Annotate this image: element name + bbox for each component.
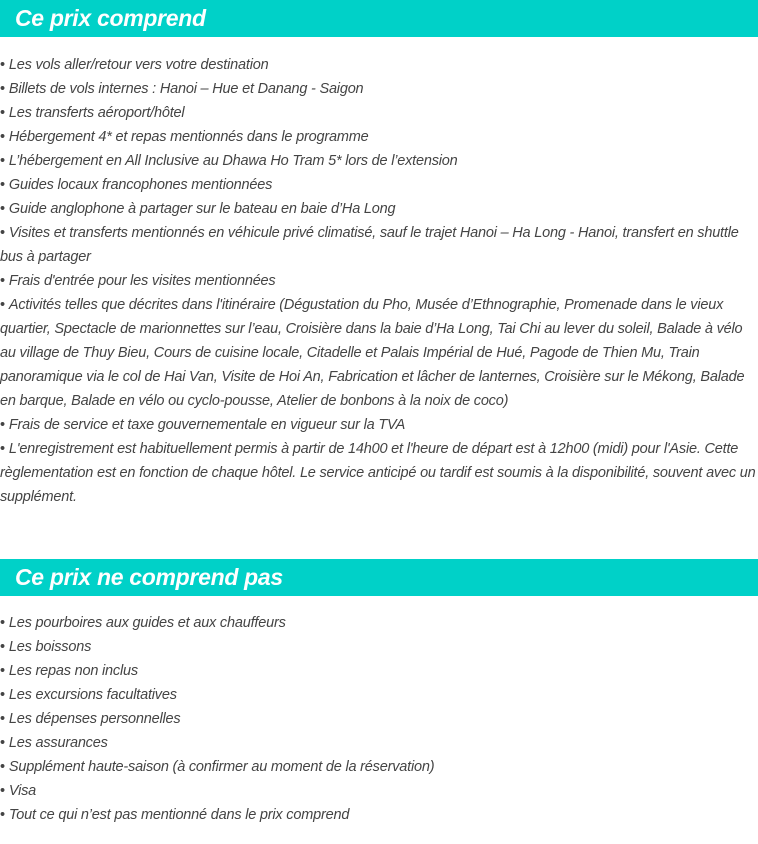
list-item: • Visa: [0, 779, 758, 803]
excluded-list: [0, 611, 758, 827]
list-item: • Frais de service et taxe gouvernementale en vigueur sur la TVA: [0, 413, 758, 437]
list-item: • Activités telles que décrites dans l'itinéraire (Dégustation du Pho, Musée d’Ethnographie, Promenade dans le vieux quartier, Spectacle de marionnettes sur l’eau, Croisière dans la baie d’Ha Long, Tai Chi au lever du soleil, Balade à vélo au village de Thuy Bieu, Cours de cuisine locale, Citadelle et Palais Impérial de Hué, Pagode de Thien Mu, Train panoramique via le col de Hai Van, Visite de Hoi An, Fabrication et lâcher de lanternes, Croisière sur le Mékong, Balade en barque, Balade en vélo ou cyclo-pousse, Atelier de bonbons à la noix de coco): [0, 293, 758, 413]
list-item: • Frais d'entrée pour les visites mentionnées: [0, 269, 758, 293]
list-item: • Supplément haute-saison (à confirmer au moment de la réservation): [0, 755, 758, 779]
list-item: • Les dépenses personnelles: [0, 707, 758, 731]
list-item: • Guide anglophone à partager sur le bateau en baie d’Ha Long: [0, 197, 758, 221]
list-item: • Visites et transferts mentionnés en véhicule privé climatisé, sauf le trajet Hanoi – Ha Long - Hanoi, transfert en shuttle bus à partager: [0, 221, 758, 269]
list-item: • Les pourboires aux guides et aux chauffeurs: [0, 611, 758, 635]
included-header: [0, 0, 758, 37]
list-item: • Hébergement 4* et repas mentionnés dans le programme: [0, 125, 758, 149]
list-item: • Les repas non inclus: [0, 659, 758, 683]
list-item: • Les excursions facultatives: [0, 683, 758, 707]
list-item: • Les boissons: [0, 635, 758, 659]
list-item: • Billets de vols internes : Hanoi – Hue et Danang - Saigon: [0, 77, 758, 101]
included-title: Ce prix comprend: [15, 5, 206, 31]
list-item: • Les assurances: [0, 731, 758, 755]
list-item: • Tout ce qui n’est pas mentionné dans le prix comprend: [0, 803, 758, 827]
list-item: • L’hébergement en All Inclusive au Dhawa Ho Tram 5* lors de l’extension: [0, 149, 758, 173]
list-item: • Les transferts aéroport/hôtel: [0, 101, 758, 125]
list-item: • Guides locaux francophones mentionnées: [0, 173, 758, 197]
list-item: • Les vols aller/retour vers votre destination: [0, 53, 758, 77]
list-item: • L'enregistrement est habituellement permis à partir de 14h00 et l'heure de départ est à 12h00 (midi) pour l'Asie. Cette règlementation est en fonction de chaque hôtel. Le service anticipé ou tardif est soumis à la disponibilité, souvent avec un supplément.: [0, 437, 758, 509]
excluded-header: [0, 559, 758, 596]
excluded-section: [0, 559, 758, 827]
included-list: [0, 53, 758, 509]
excluded-title: Ce prix ne comprend pas: [15, 564, 283, 590]
